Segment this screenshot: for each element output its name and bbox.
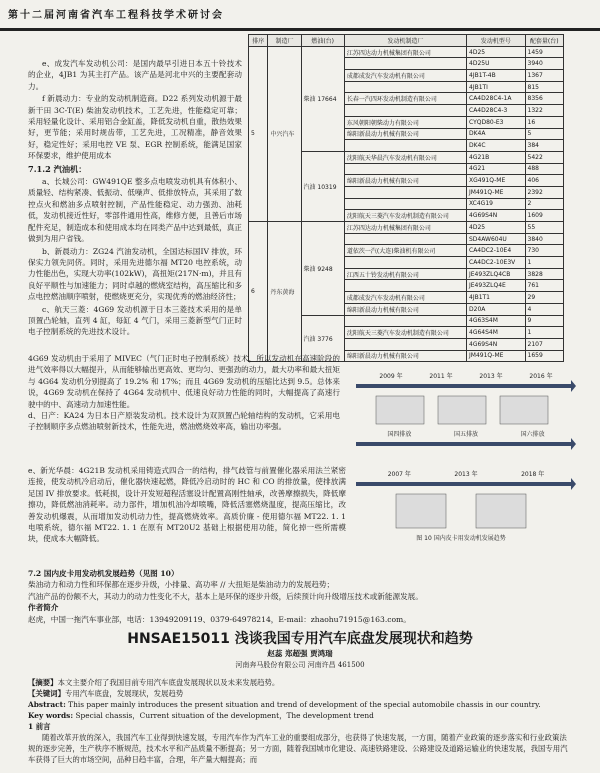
table-cell: CA4D28C4-1A: [467, 93, 526, 105]
table-cell: XG491Q-ME: [467, 175, 526, 187]
table-cell: 4G63S4M: [467, 315, 526, 327]
table-cell: [344, 105, 466, 117]
keywords-en-label: Key words:: [28, 711, 74, 720]
table-cell: 丹东黄海: [268, 222, 301, 362]
table-cell: 江苏四达动力机械集团有限公司: [344, 222, 466, 234]
timeline-label: 2013 年: [454, 471, 478, 478]
table-cell: 柴油 9248: [301, 222, 344, 316]
table-cell: 江苏四达动力机械集团有限公司: [344, 46, 466, 58]
table-cell: 406: [525, 175, 564, 187]
table-cell: 中兴汽车: [268, 46, 301, 221]
abstract-en-text: This paper mainly introduces the present situation and trend of development of the special automobile chassis in our country.: [68, 700, 541, 709]
table-cell: 5: [525, 128, 564, 140]
table-cell: 3828: [525, 268, 564, 280]
table-cell: 55: [525, 222, 564, 234]
table-cell: 815: [525, 81, 564, 93]
table-cell: XC4G19: [467, 198, 526, 210]
table-cell: 2107: [525, 338, 564, 350]
table-cell: 1609: [525, 210, 564, 222]
timeline-label: 国五排放: [453, 431, 479, 438]
table-cell: 成都成发汽车发动机有限公司: [344, 292, 466, 304]
table-cell: 1367: [525, 70, 564, 82]
table-cell: 4G69S4N: [467, 210, 526, 222]
spec-box: [438, 396, 486, 424]
header-rule: [0, 28, 600, 31]
table-cell: [344, 186, 466, 198]
table-cell: [344, 280, 466, 292]
table-cell: 道依茨一汽(大连)柴油机有限公司: [344, 245, 466, 257]
keywords-text: 专用汽车底盘，发展现状，发展趋势: [64, 689, 184, 698]
abstract-text: 本文主要介绍了我国目前专用汽车底盘发展现状以及未来发展趋势。: [57, 678, 280, 687]
article-authors: 赵蕊 郑超强 贾鸿瑞: [267, 649, 333, 658]
table-cell: CA4DC2-10E3V: [467, 257, 526, 269]
paragraph: b、新晨动力：ZG24 汽油发动机，全国达标国IV 排放，环保实力领先同侪。同时，采用先进德尔福 MT20 电控系统，动力性能出色，实现大功率(102kW)，高扭矩(217N·m)，并且有良好平顺性与加速能力；同时卓越的燃烧室结构，高压缩比和多点电控燃油顺序喷射，使燃烧更充分，实现优秀的燃油经济性；: [28, 246, 242, 302]
table-cell: [344, 257, 466, 269]
timeline-label: 2013 年: [479, 373, 503, 380]
table-cell: JE493ZLQ4CB: [467, 268, 526, 280]
paragraph: 柴油动力和动力性和环保都在逐步升级，小排量、高功率 // 大扭矩是柴油动力的发展趋势；: [28, 580, 335, 590]
body-text-e: [28, 465, 346, 545]
author-intro-heading: 作者简介: [28, 603, 59, 613]
table-cell: 长春一汽四环发动机制造有限公司: [344, 93, 466, 105]
article-title: HNSAE15011 浅谈我国专用汽车底盘发展现状和趋势: [127, 631, 473, 647]
timeline-label: 2007 年: [387, 471, 411, 478]
table-cell: 4D25: [467, 222, 526, 234]
table-header-row: [249, 35, 564, 47]
intro-heading: 1 前言: [28, 722, 51, 731]
table-cell: 4D25: [467, 46, 526, 58]
paragraph: a、长城公司：GW491QE 整多点电喷发动机具有体积小、质量轻、结构紧凑、低振动、低噪声、低排放特点，其采用了数控点火和燃油多点喷射控制，产品性能稳定、动力强劲、油耗低，发动机接近性好，零部件通用性高，维修方便，且善后市场配件充足，制造成本和使用成本均在同类产品中达到最低，真正做到为用户省钱。: [28, 177, 242, 244]
table-cell: 1: [525, 327, 564, 339]
table-cell: 9: [525, 315, 564, 327]
diagram-caption: 图 10 国内皮卡用发动机发展趋势: [416, 535, 506, 542]
th-rank: 排序: [249, 35, 268, 47]
table-cell: 沈阳航天三菱汽车发动机制造有限公司: [344, 210, 466, 222]
table-cell: CYQD80-E3: [467, 116, 526, 128]
paragraph: f 新晨动力：专业的发动机制造商。D22 系列发动机源于最新干田 3C-T(E) 柴油发动机技术，工艺先进，性能稳定可靠；采用轻量化设计、采用铝合金缸盖，降低发动机自重，散热效果好，更节能；采用时规齿带，工艺先进，工况精准，静音效果好，稳定性好；采用电控 VE 泵、EGR 控制系统，能满足国家环保要求，维护使用成本: [28, 94, 242, 161]
table-cell: 汽油 3776: [301, 315, 344, 362]
table-cell: 4JB1T-4B: [467, 70, 526, 82]
table-cell: D20A: [467, 303, 526, 315]
timeline-label: 国四排放: [387, 431, 412, 438]
spec-box: [396, 494, 446, 528]
table-cell: 3840: [525, 233, 564, 245]
paragraph: e、成发汽车发动机公司：是国内最早引进日本五十铃技术的企业，4JB1 为其主打产品。该产品是河北中兴的主要配套动力。: [28, 59, 242, 91]
spec-box: [376, 396, 424, 424]
table-cell: 1: [525, 257, 564, 269]
table-cell: SD4AW604U: [467, 233, 526, 245]
table-cell: 沈阳航天华晨汽车发动机有限公司: [344, 151, 466, 163]
table-cell: 16: [525, 116, 564, 128]
paragraph: 汽油产品的份额不大，其动力的动力性变化不大，基本上是环保的逐步升级，后续预计向升级增压技术或新能源发展。: [28, 591, 423, 601]
section-7-2: [28, 568, 574, 625]
table-cell: 绵阳新晨动力机械有限公司: [344, 350, 466, 362]
article-affiliation: 河南奔马股份有限公司 河南许昌 461500: [235, 661, 365, 669]
spec-box: [500, 396, 548, 424]
paragraph: 4G69 发动机由于采用了 MIVEC（气门正时电子控制系统）技术，所以发动机在高速阶段的进气效率得以大幅提升，从而能够输出更高效、更均匀、更强劲的动力，最大功率和最大扭矩与 4G64 发动机分别提高了 19.2% 和 17%；而且 4G69 发动机的压缩比达到 9.5。总体来说，4G69 发动机在保持了 4G64 发动机中、低速良好动力性能的同时，大幅提高了高速行驶中的中、高速动力加速性能。: [28, 354, 340, 409]
abstract-block: [28, 677, 574, 765]
section-heading: 7.2 国内皮卡用发动机发展趋势（见图 10）: [28, 569, 179, 578]
table-cell: 4: [525, 303, 564, 315]
timeline-label: 2011 年: [429, 373, 453, 380]
engine-supply-table: [248, 34, 564, 362]
th-engine-model: 发动机型号: [467, 35, 526, 47]
paragraph: d、日产：KA24 为日本日产原装发动机。技术设计为双顶置凸轮轴结构的发动机，它采用电子控制顺序多点燃油喷射新技术，性能先进，燃油燃烧效率高，输出功率强。: [28, 411, 340, 432]
table-cell: [344, 81, 466, 93]
table-cell: 761: [525, 280, 564, 292]
table-cell: DK4C: [467, 140, 526, 152]
table-cell: 柴油 17664: [301, 46, 344, 151]
table-cell: 汽油 10319: [301, 151, 344, 221]
th-engine-maker: 发动机制造厂: [344, 35, 466, 47]
table-cell: 江西五十铃发动机有限公司: [344, 268, 466, 280]
table-cell: 5: [249, 46, 268, 221]
table-cell: 4G69S4N: [467, 338, 526, 350]
abstract-label: 【摘要】: [28, 678, 58, 687]
table-cell: 绵阳新晨动力机械有限公司: [344, 303, 466, 315]
body-text-continued: [28, 353, 340, 433]
table-cell: 6: [249, 222, 268, 362]
section-heading: 7.1.2 汽油机：: [28, 163, 87, 174]
header-title: 第十二届河南省汽车工程科技学术研讨会: [8, 10, 224, 21]
intro-text: 随着改革开放的深入，我国汽车工业得到快速发展，专用汽车作为汽车工业的重要组成部分，也获得了快速发展，一方面，随着产业政策的逐步落实和行业政策法规的逐步完善，生产秩序不断规范，技术水平和产品质量不断提高；另一方面，随着我国城市化建设、高速铁路建设、公路建设及道路运输业的快速发展，我国专用汽车获得了巨大的市场空间，品种日趋丰富，合理，年产量大幅提高；而: [28, 733, 568, 764]
table-cell: [344, 315, 466, 327]
table-cell: 3940: [525, 58, 564, 70]
table-cell: 4G21: [467, 163, 526, 175]
th-maker: 制造厂: [268, 35, 301, 47]
table-cell: 4D25U: [467, 58, 526, 70]
page-header: [0, 0, 600, 36]
table-cell: JM491Q-ME: [467, 350, 526, 362]
paragraph: c、航天三菱：4G69 发动机源于日本三菱技术采用的是单顶置凸轮轴，直列 4 缸，每缸 4 气门，采用三菱新型气门正时电子控制系统的先进技术设计。: [28, 304, 242, 337]
table-cell: 绵阳新晨动力机械有限公司: [344, 128, 466, 140]
table-cell: 730: [525, 245, 564, 257]
table-cell: 成都成发汽车发动机有限公司: [344, 70, 466, 82]
table-cell: CA4DC2-10E4: [467, 245, 526, 257]
table-cell: 5422: [525, 151, 564, 163]
th-fuel: 燃油(台): [301, 35, 344, 47]
table-row: [249, 222, 564, 234]
th-quantity: 配套量(台): [525, 35, 564, 47]
table-cell: [344, 233, 466, 245]
keywords-en-text: Special chassis，Current situation of the development，The development trend: [75, 711, 374, 720]
table-cell: [344, 58, 466, 70]
table-cell: 沈阳航天三菱汽车发动机制造有限公司: [344, 327, 466, 339]
table-cell: 东风朝阳朝柴动力有限公司: [344, 116, 466, 128]
table-cell: 4JB1T1: [467, 292, 526, 304]
table-cell: [344, 163, 466, 175]
timeline-label: 国六排放: [520, 431, 545, 438]
left-column: [28, 58, 242, 339]
table-cell: 绵阳新晨动力机械有限公司: [344, 175, 466, 187]
table-cell: [344, 140, 466, 152]
table-cell: 4G64S4M: [467, 327, 526, 339]
table-cell: [344, 198, 466, 210]
paragraph: e、新光华晨：4G21B 发动机采用铸造式四合一的结构，排气歧管与前置催化器采用法兰紧密连接，使发动机冷启动后，催化器快速起燃，降低冷启动时的 HC 和 CO 的排放量，使排放满足国 IV 排放要求。低耗损，设计开发短超程活塞设计配置高刚性轴承，改善摩擦损失，降低摩擦功，降低燃油消耗率。动力部件，增加机油冷却喷嘴，降低活塞燃烧温度，提高压缩比，改善发动机爆震，从而增加发动机动力性，提高燃烧效率。高质价廉 - 使用德尔福 MT22. 1. 1 电喷系统，德尔福 MT22. 1. 1 在原有 MT20U2 基础上根据使用功能，简化掉一些所需模块，使成本大幅降低。: [28, 466, 346, 544]
abstract-en-label: Abstract:: [28, 700, 66, 709]
table-cell: 29: [525, 292, 564, 304]
table-cell: 488: [525, 163, 564, 175]
timeline-label: 2009 年: [379, 373, 403, 380]
table-cell: DK4A: [467, 128, 526, 140]
table-cell: 2: [525, 198, 564, 210]
timeline-label: 2018 年: [521, 471, 545, 478]
table-cell: 4JB1TI: [467, 81, 526, 93]
table-cell: 8356: [525, 93, 564, 105]
table-cell: 384: [525, 140, 564, 152]
table-cell: 2392: [525, 186, 564, 198]
author-intro-text: 赵虎，中国一拖汽车事业部，电话：13949209119、0379-64978214，E-mail：zhaohu71915@163.com。: [28, 614, 411, 624]
table-cell: CA4D28C4-3: [467, 105, 526, 117]
engine-trend-diagram: [346, 364, 576, 544]
keywords-label: 【关键词】: [28, 689, 65, 698]
table-cell: [344, 338, 466, 350]
table-row: [249, 46, 564, 58]
table-cell: 1659: [525, 350, 564, 362]
table-cell: JE493ZLQ4E: [467, 280, 526, 292]
table-cell: 1459: [525, 46, 564, 58]
table-cell: JM491Q-ME: [467, 186, 526, 198]
timeline-label: 2016 年: [529, 373, 553, 380]
table-cell: 1322: [525, 105, 564, 117]
table-cell: 4G21B: [467, 151, 526, 163]
spec-box: [476, 494, 526, 528]
